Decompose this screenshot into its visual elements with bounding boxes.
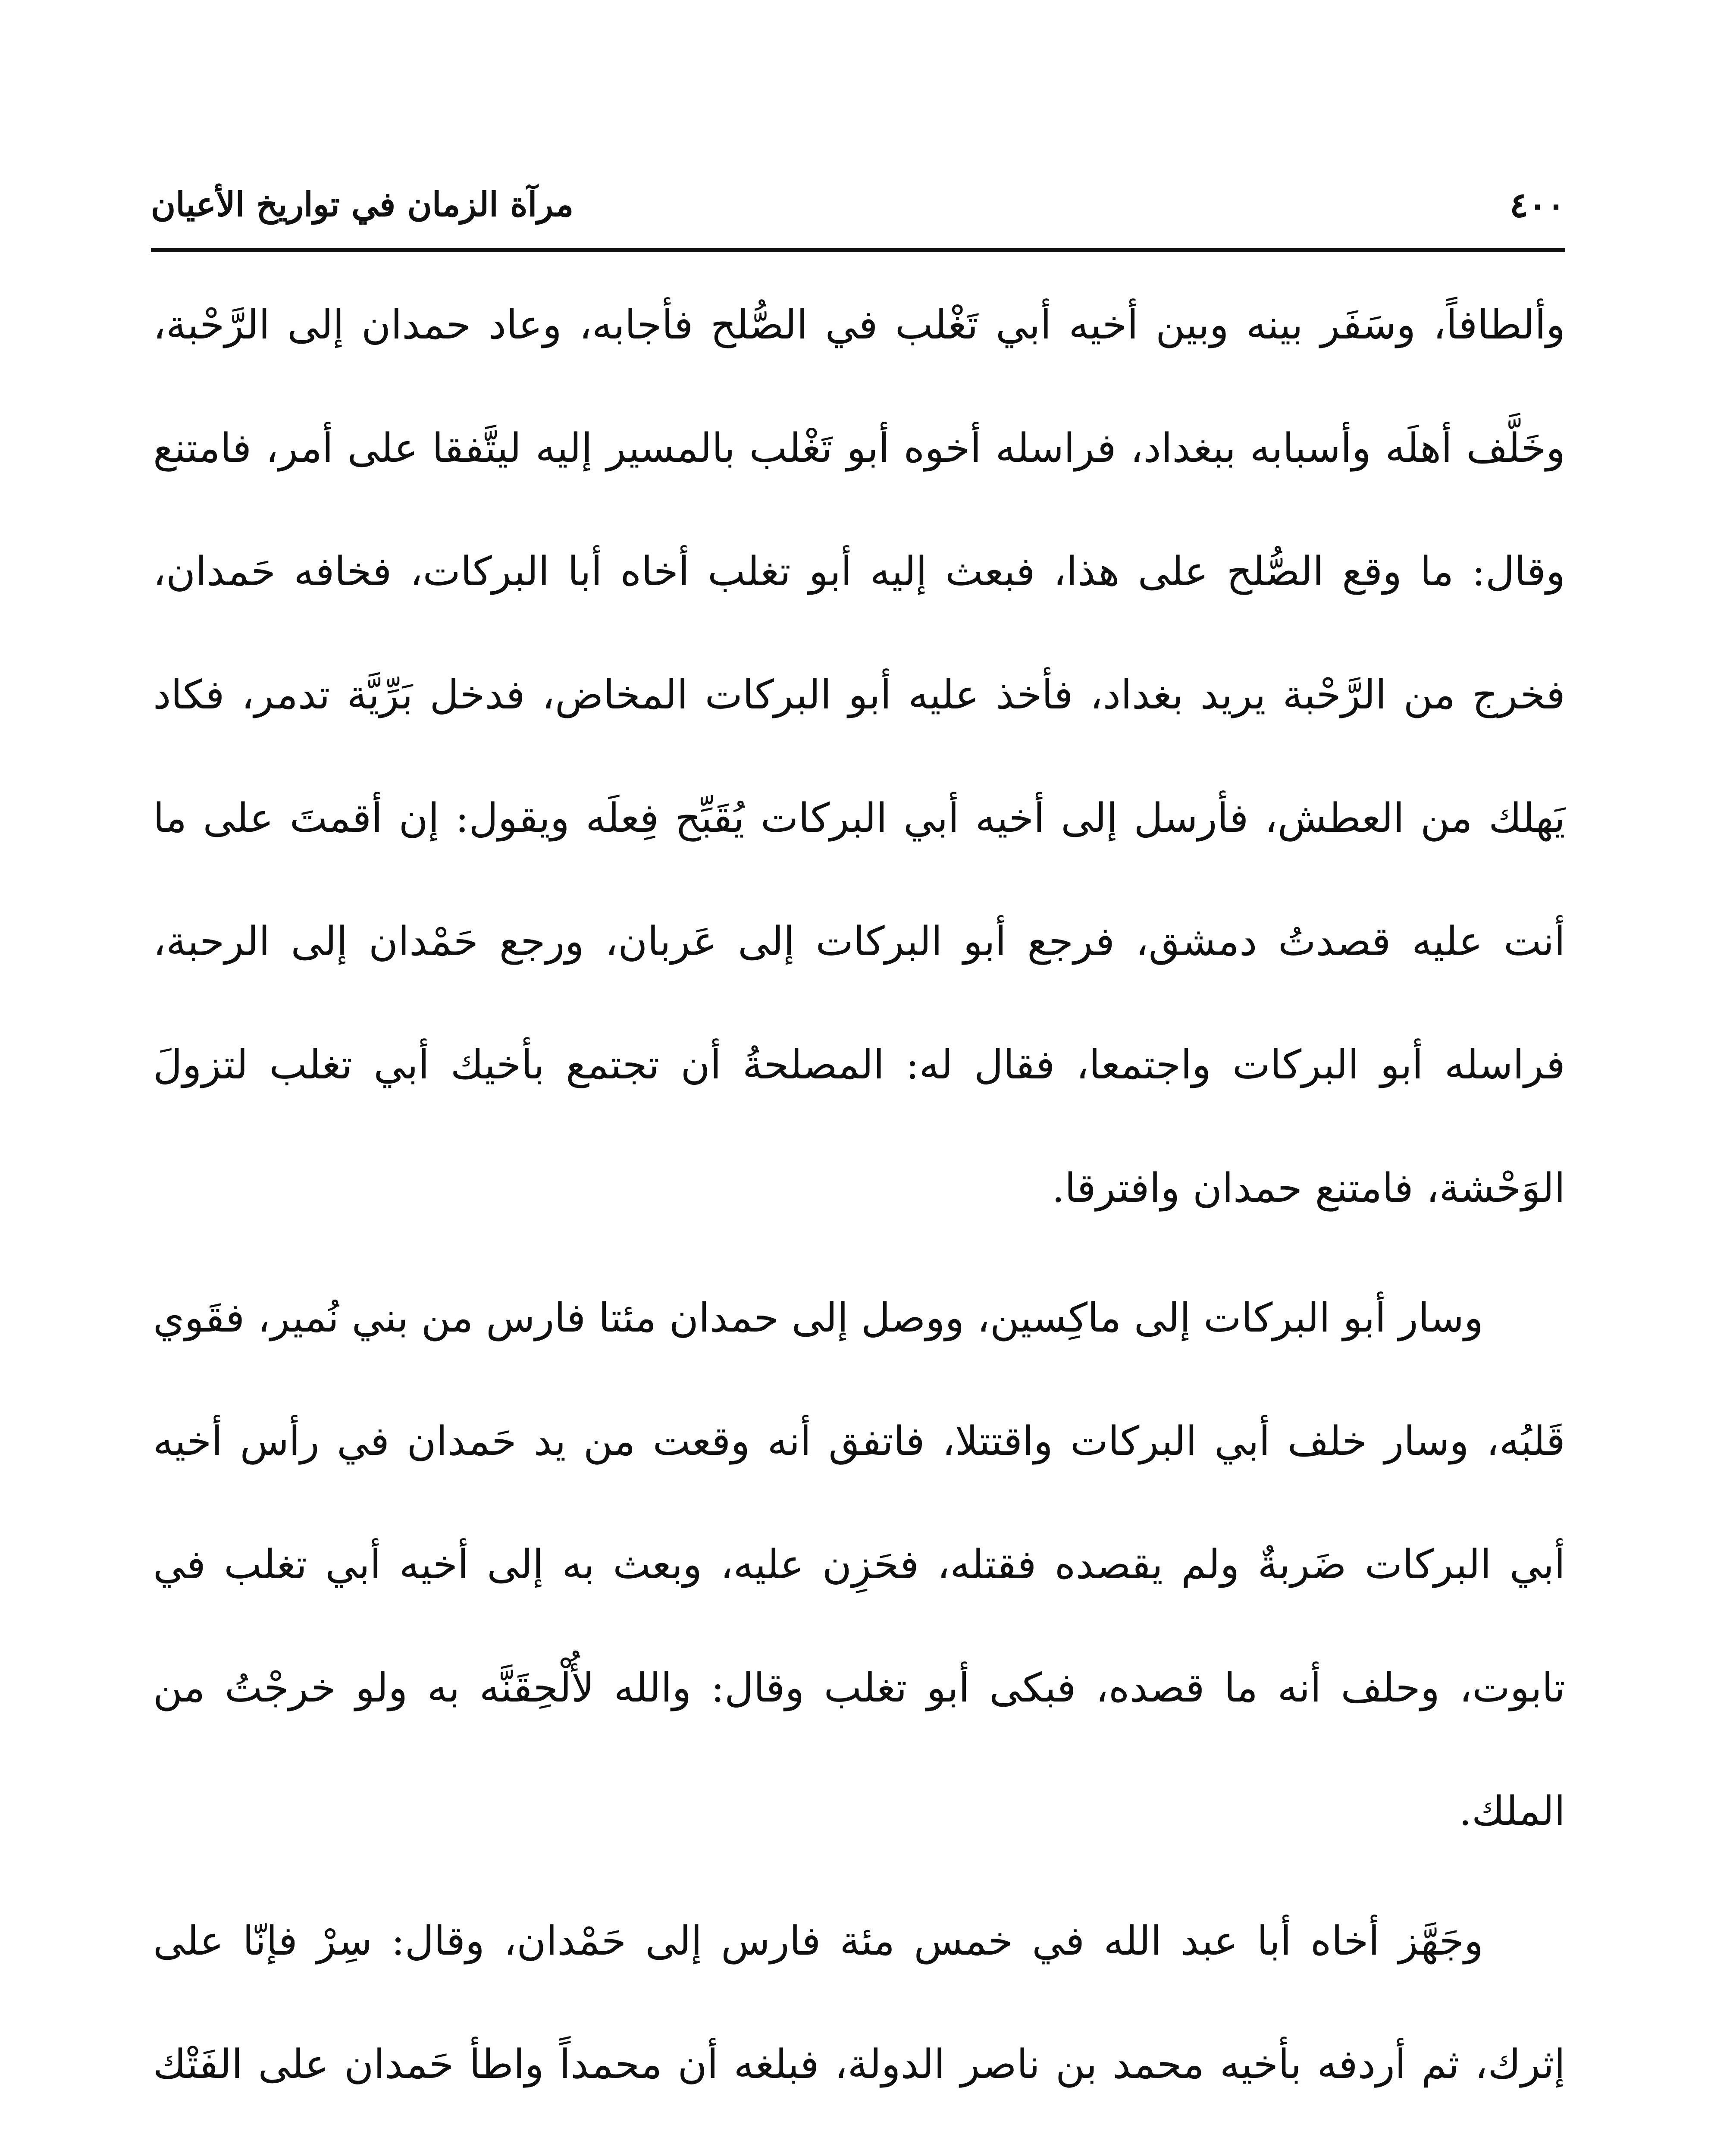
running-title: مرآة الزمان في تواريخ الأعيان <box>151 185 574 224</box>
paragraph-part: وجَهَّز أخاه أبا عبد الله في خمس مئة فارس إلى حَمْدان، وقال: سِرْ فإنّا على إثرك، ثم أردفه بأخيه محمد بن ناصر الدولة، فبلغه أن محمداً واطأ حَمدان على الفَتْك <box>153 1918 1565 2087</box>
header-rule <box>151 248 1565 252</box>
page-header <box>151 172 1565 237</box>
paragraph: وسار أبو البركات إلى ماكِسين، ووصل إلى حمدان مئتا فارس من بني نُمير، فقَوي قَلبُه، وسار خلف أبي البركات واقتتلا، فاتفق أنه وقعت من يد حَمدان في رأس أخيه أبي البركات ضَربةٌ ولم يقصده فقتله، فحَزِن عليه، وبعث به إلى أخيه أبي تغلب في تابوت، وحلف أنه ما قصده، فبكى أبو تغلب وقال: والله لأُلْحِقَنَّه به ولو خرجْتُ من الملك. <box>153 1294 1565 1834</box>
page-number: ٤٠٠ <box>1510 185 1565 225</box>
main-text <box>153 263 1565 2156</box>
paragraph: وألطافاً، وسَفَر بينه وبين أخيه أبي تَغْلب في الصُّلح فأجابه، وعاد حمدان إلى الرَّحْبة، وخَلَّف أهلَه وأسبابه ببغداد، فراسله أخوه أبو تَغْلب بالمسير إليه ليتَّفقا على أمر، فامتنع وقال: ما وقع الصُّلح على هذا، فبعث إليه أبو تغلب أخاه أبا البركات، فخافه حَمدان، فخرج من الرَّحْبة يريد بغداد، فأخذ عليه أبو البركات المخاض، فدخل بَرِّيَّة تدمر، فكاد يَهلك من العطش، فأرسل إلى أخيه أبي البركات يُقَبِّح فِعلَه ويقول: إن أقمتَ على ما أنت عليه قصدتُ دمشق، فرجع أبو البركات إلى عَربان، ورجع حَمْدان إلى الرحبة، فراسله أبو البركات واجتمعا، فقال له: المصلحةُ أن تجتمع بأخيك أبي تغلب لتزولَ الوَحْشة، فامتنع حمدان وافترقا. <box>153 301 1566 1211</box>
paragraph <box>153 1879 1565 2156</box>
